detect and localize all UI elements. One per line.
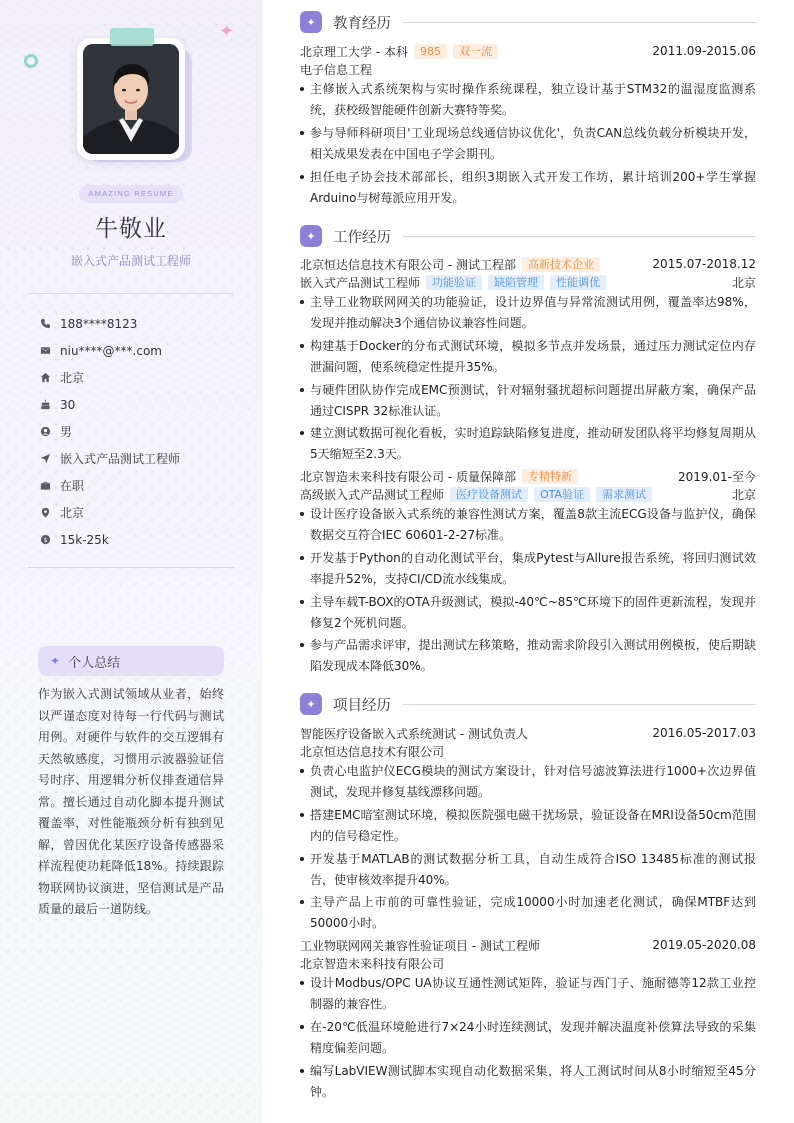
list-item: 主导工业物联网网关的功能验证，设计边界值与异常流测试用例，覆盖率达98%，发现并推动解决3个通信协议兼容性问题。 [300,292,756,334]
list-item: 搭建EMC暗室测试环境，模拟医院强电磁干扰场景，验证设备在MRI设备50cm范围内的信号稳定性。 [300,805,756,847]
section-rule [403,704,756,705]
project-org: 北京智造未来科技有限公司 [300,956,445,971]
summary-text: 作为嵌入式测试领域从业者，始终以严谨态度对待每一行代码与测试用例。对硬件与软件的交互逻辑有天然敏感度，习惯用示波器验证信号时序、用逻辑分析仪排查通信异常。擅长通过自动化脚本提升测试覆盖率，对性能瓶颈分析有独到见解，曾因优化某医疗设备传感器采样流程使功耗降低18%。持续跟踪物联网协议演进，坚信测试是产品质量的最后一道防线。 [38,687,224,916]
svg-text:$: $ [43,535,48,544]
contact-list [40,310,240,553]
company-tag: 专精特新 [522,469,578,484]
section-education-header [300,10,756,34]
section-title: 项目经历 [333,697,391,714]
project-period: 2016.05-2017.03 [652,726,756,740]
tape-decoration [110,28,154,46]
contact-phone [40,310,240,337]
company-name: 北京恒达信息技术有限公司 - 测试工程部 [300,257,516,272]
list-item: 在-20℃低温环境舱进行7×24小时连续测试，发现并解决温度补偿算法导致的采集精度偏差问题。 [300,1017,756,1059]
project-name: 工业物联网网关兼容性验证项目 - 测试工程师 [300,938,540,953]
location-pin-icon [40,507,60,518]
skill-tag: 性能调优 [550,275,606,290]
list-item: 主导产品上市前的可靠性验证，完成10000小时加速老化测试，确保MTBF达到50000小时。 [300,892,756,934]
list-item: 担任电子协会技术部部长，组织3期嵌入式开发工作坊，累计培训200+学生掌握Arduino与树莓派应用开发。 [300,167,756,209]
avatar [83,44,179,154]
sparkle-icon: ✦ [300,693,322,715]
section-projects-header [300,692,756,716]
major: 电子信息工程 [300,62,373,77]
avatar-illustration [83,44,179,154]
contact-age [40,391,240,418]
project-name: 智能医疗设备嵌入式系统测试 - 测试负责人 [300,726,528,741]
contact-value: 北京 [60,506,85,520]
contact-value: 嵌入式产品测试工程师 [60,452,181,466]
sparkle-icon: ✦ [300,225,322,247]
education-entry [300,42,756,210]
project-org: 北京恒达信息技术有限公司 [300,744,445,759]
skill-tag: 需求测试 [596,487,652,502]
gender-icon [40,426,60,437]
mail-icon [40,345,60,356]
list-item: 设计医疗设备嵌入式系统的兼容性测试方案，覆盖8款主流ECG设备与监护仪，确保数据交互符合IEC 60601-2-27标准。 [300,504,756,546]
list-item: 设计Modbus/OPC UA协议互通性测试矩阵，验证与西门子、施耐德等12款工业控制器的兼容性。 [300,973,756,1015]
contact-value: niu****@***.com [60,343,162,358]
job-period: 2019.01-至今 [678,469,756,484]
sparkle-icon: ✦ [300,11,322,33]
list-item: 参与产品需求评审，提出测试左移策略，推动需求阶段引入测试用例模板，使后期缺陷发现成本降低30%。 [300,635,756,677]
contact-gender [40,418,240,445]
sparkle-icon: ✦ [219,21,235,42]
list-item: 与硬件团队协作完成EMC预测试，针对辐射骚扰超标问题提出屏蔽方案，确保产品通过CISPR 32标准认证。 [300,380,756,422]
salary-icon [40,534,60,545]
education-bullets [300,79,756,209]
contact-position [40,445,240,472]
contact-value: 在职 [60,479,85,493]
project-entry [300,724,756,936]
list-item: 负责心电监护仪ECG模块的测试方案设计，针对信号滤波算法进行1000+次边界值测试，发现并修复基线漂移问题。 [300,761,756,803]
cake-icon [40,399,60,410]
contact-value: 北京 [60,371,85,385]
contact-value: 188****8123 [60,316,138,331]
job-city: 北京 [731,275,756,290]
divider [28,567,234,568]
phone-icon [40,318,60,329]
skill-tag: 医疗设备测试 [450,487,528,502]
list-item: 主导车载T-BOX的OTA升级测试，模拟-40℃~85℃环境下的固件更新流程，发现并修复2个死机问题。 [300,592,756,634]
job-entry [300,255,756,467]
home-icon [40,372,60,383]
send-icon [40,453,60,464]
project-bullets [300,761,756,934]
list-item: 主修嵌入式系统架构与实时操作系统课程，独立设计基于STM32的温湿度监测系统，获校级智能硬件创新大赛特等奖。 [300,79,756,121]
job-bullets [300,504,756,677]
job-role: 高级嵌入式产品测试工程师 [300,487,445,502]
list-item: 开发基于MATLAB的测试数据分析工具，自动生成符合ISO 13485标准的测试报告，使审核效率提升40%。 [300,849,756,891]
list-item: 参与导师科研项目'工业现场总线通信协议优化'，负责CAN总线负载分析模块开发，相关成果发表在中国电子学会期刊。 [300,123,756,165]
skill-tag: 缺陷管理 [488,275,544,290]
summary-title: 个人总结 [68,655,121,671]
job-bullets [300,292,756,465]
contact-value: 30 [60,397,76,412]
ring-decoration [24,54,38,68]
list-item: 编写LabVIEW测试脚本实现自动化数据采集，将人工测试时间从8小时缩短至45分钟。 [300,1061,756,1103]
contact-email [40,337,240,364]
briefcase-icon [40,480,60,491]
job-role: 嵌入式产品测试工程师 [300,275,421,290]
project-bullets [300,973,756,1103]
section-rule [403,236,756,237]
contact-home [40,364,240,391]
company-tag: 高新技术企业 [522,257,600,272]
job-city: 北京 [731,487,756,502]
job-period: 2015.07-2018.12 [652,257,756,271]
project-period: 2019.05-2020.08 [652,938,756,952]
contact-value: 男 [60,425,73,439]
resume-badge: AMAZING RESUME [79,185,183,203]
candidate-name: 牛敬业 [95,216,167,242]
section-title: 教育经历 [333,15,391,32]
list-item: 开发基于Python的自动化测试平台，集成Pytest与Allure报告系统，将回归测试效率提升52%，支持CI/CD流水线集成。 [300,548,756,590]
summary-header [38,646,224,676]
skill-tag: OTA验证 [534,487,590,502]
list-item: 建立测试数据可视化看板，实时追踪缺陷修复进度，推动研发团队将平均修复周期从5天缩短至2.3天。 [300,423,756,465]
school-tag: 双一流 [453,44,498,59]
divider [28,293,234,294]
candidate-title: 嵌入式产品测试工程师 [70,254,191,268]
company-name: 北京智造未来科技有限公司 - 质量保障部 [300,469,516,484]
education-period: 2011.09-2015.06 [652,44,756,58]
contact-salary [40,526,240,553]
list-item: 构建基于Docker的分布式测试环境，模拟多节点并发场景，通过压力测试定位内存泄漏问题，使系统稳定性提升35%。 [300,336,756,378]
contact-city [40,499,240,526]
section-rule [403,22,756,23]
section-title: 工作经历 [333,229,391,246]
school-name: 北京理工大学 - 本科 [300,44,408,59]
section-work-header [300,224,756,248]
skill-tag: 功能验证 [426,275,482,290]
sidebar [0,0,262,1123]
sparkle-icon: ✦ [50,654,61,668]
job-entry [300,467,756,679]
contact-status [40,472,240,499]
contact-value: 15k-25k [60,532,109,547]
school-tag: 985 [414,44,447,59]
project-entry [300,936,756,1104]
